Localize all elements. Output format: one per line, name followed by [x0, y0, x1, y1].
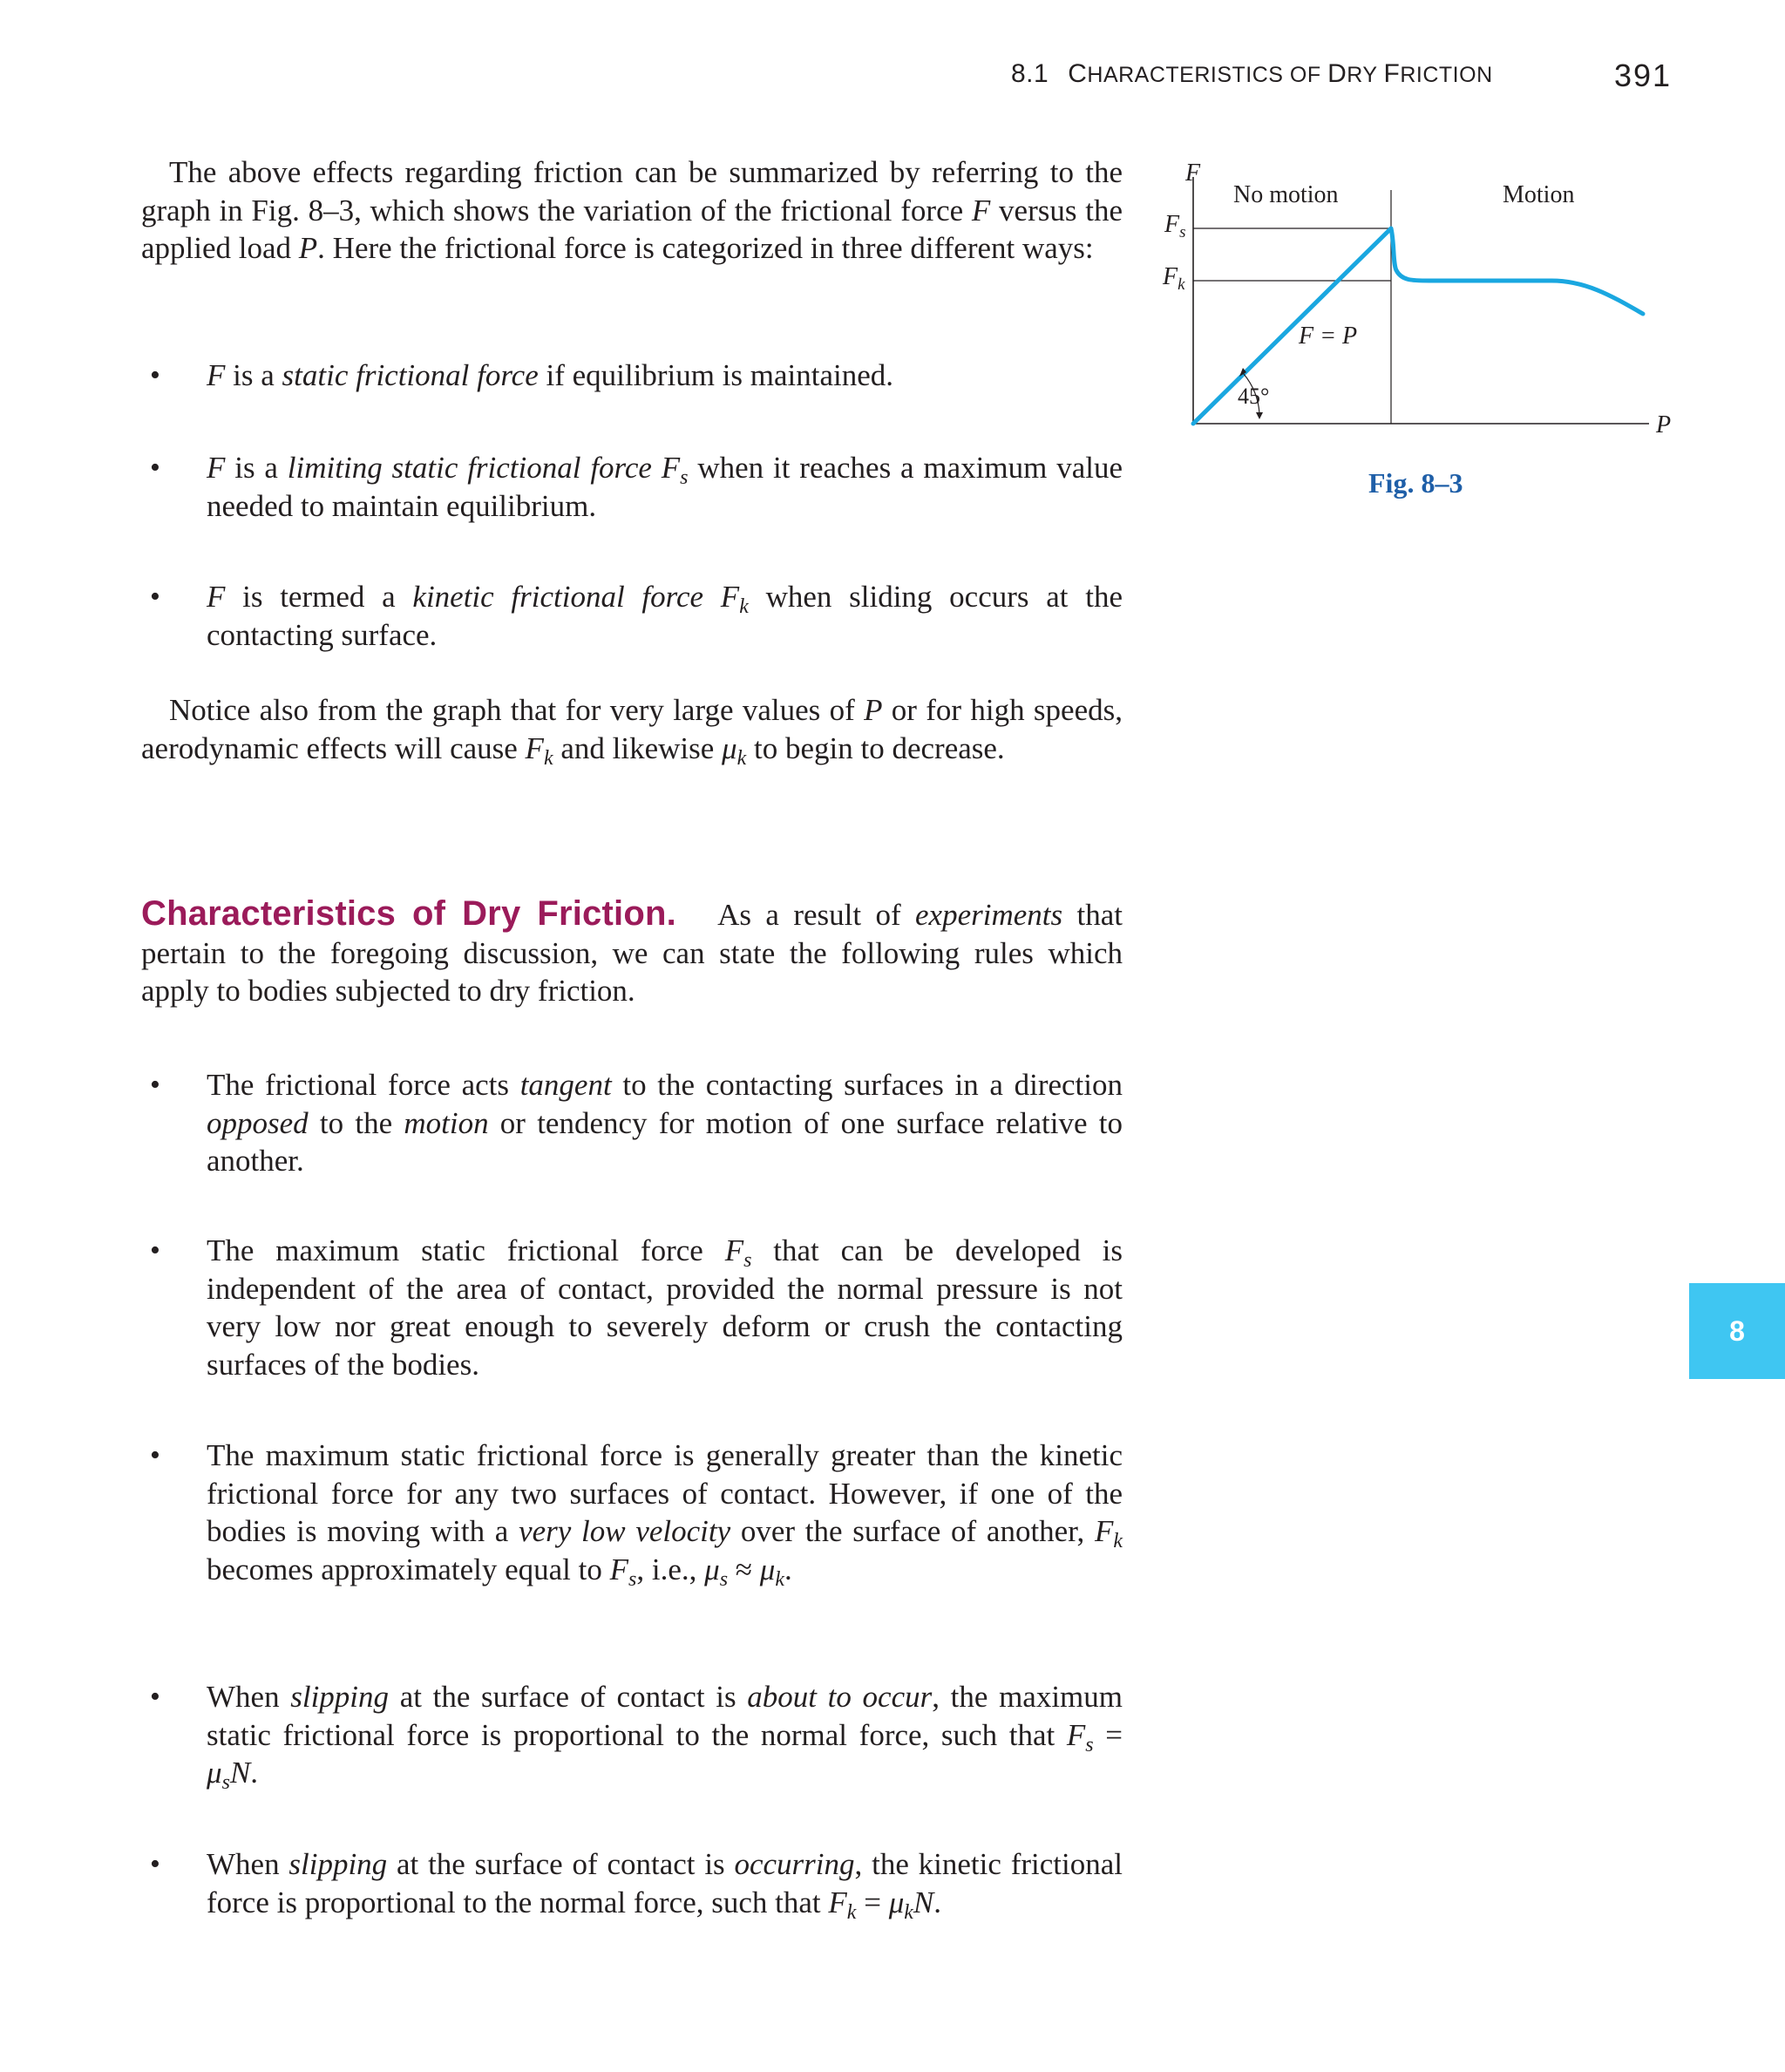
- fk-label: $F_k$: [1163, 263, 1185, 294]
- list-item: • When slipping at the surface of contact is occurring, the kinetic frictional force is proportional to the normal force, such that $F_k = \mu_kN$.: [141, 1845, 1123, 1921]
- running-header: 8.1 CHARACTERISTICS OF DRY FRICTION: [1011, 59, 1493, 88]
- section-heading: Characteristics of Dry Friction.: [141, 894, 676, 933]
- list-item: • When slipping at the surface of contact is about to occur, the maximum static frictional force is proportional to the normal force, such that $F_s = \mu_sN$.: [141, 1678, 1123, 1792]
- list-item: • F is a limiting static frictional force $F_s$ when it reaches a maximum value needed to maintain equilibrium.: [141, 449, 1123, 525]
- rules-list: [141, 1066, 1123, 1180]
- y-axis-label: F: [1185, 160, 1201, 187]
- list-item: • The maximum static frictional force is generally greater than the kinetic frictional force for any two surfaces of contact. However, if one of the bodies is moving with a very low velocity over the surface of another, $F_k$ becomes approximately equal to $F_s$, i.e., $\mu_s \approx \mu_k$.: [141, 1437, 1123, 1588]
- chapter-tab: 8: [1689, 1283, 1785, 1379]
- intro-paragraph: The above effects regarding friction can be summarized by referring to the graph in Fig. 8–3, which shows the variation of the frictional force F versus the applied load P. Here the frictional force is categorized in three different ways:: [141, 155, 1123, 265]
- arc-arrowhead: [1256, 412, 1263, 419]
- friction-types-list: [141, 357, 1123, 395]
- friction-graph: [1133, 148, 1691, 445]
- line-equation-label: F = P: [1299, 323, 1358, 350]
- motion-label: Motion: [1503, 181, 1575, 208]
- angle-label: 45°: [1238, 384, 1270, 409]
- fs-label: $F_s$: [1164, 211, 1186, 241]
- list-item: • F is termed a kinetic frictional force $F_k$ when sliding occurs at the contacting surface.: [141, 578, 1123, 654]
- page-number: 391: [1614, 58, 1673, 93]
- figure-caption: Fig. 8–3: [1368, 467, 1463, 499]
- no-motion-label: No motion: [1233, 181, 1339, 208]
- x-axis-label: P: [1656, 411, 1672, 438]
- list-item: • The frictional force acts tangent to the contacting surfaces in a direction opposed to the motion or tendency for motion of one surface relative to another.: [141, 1066, 1123, 1180]
- section-number: 8.1: [1011, 59, 1049, 88]
- notice-paragraph: Notice also from the graph that for very large values of P or for high speeds, aerodynamic effects will cause $F_k$ and likewise $\mu_k$ to begin to decrease.: [141, 693, 1123, 770]
- list-item: • The maximum static frictional force $F_s$ that can be developed is independent of the area of contact, provided the normal pressure is not very low nor great enough to severely deform or crush the contacting surfaces of the bodies.: [141, 1232, 1123, 1383]
- characteristics-paragraph: Characteristics of Dry Friction. As a result of experiments that pertain to the foregoing discussion, we can state the following rules which apply to bodies subjected to dry friction.: [141, 894, 1123, 1008]
- list-item: • F is a static frictional force if equilibrium is maintained.: [141, 357, 1123, 395]
